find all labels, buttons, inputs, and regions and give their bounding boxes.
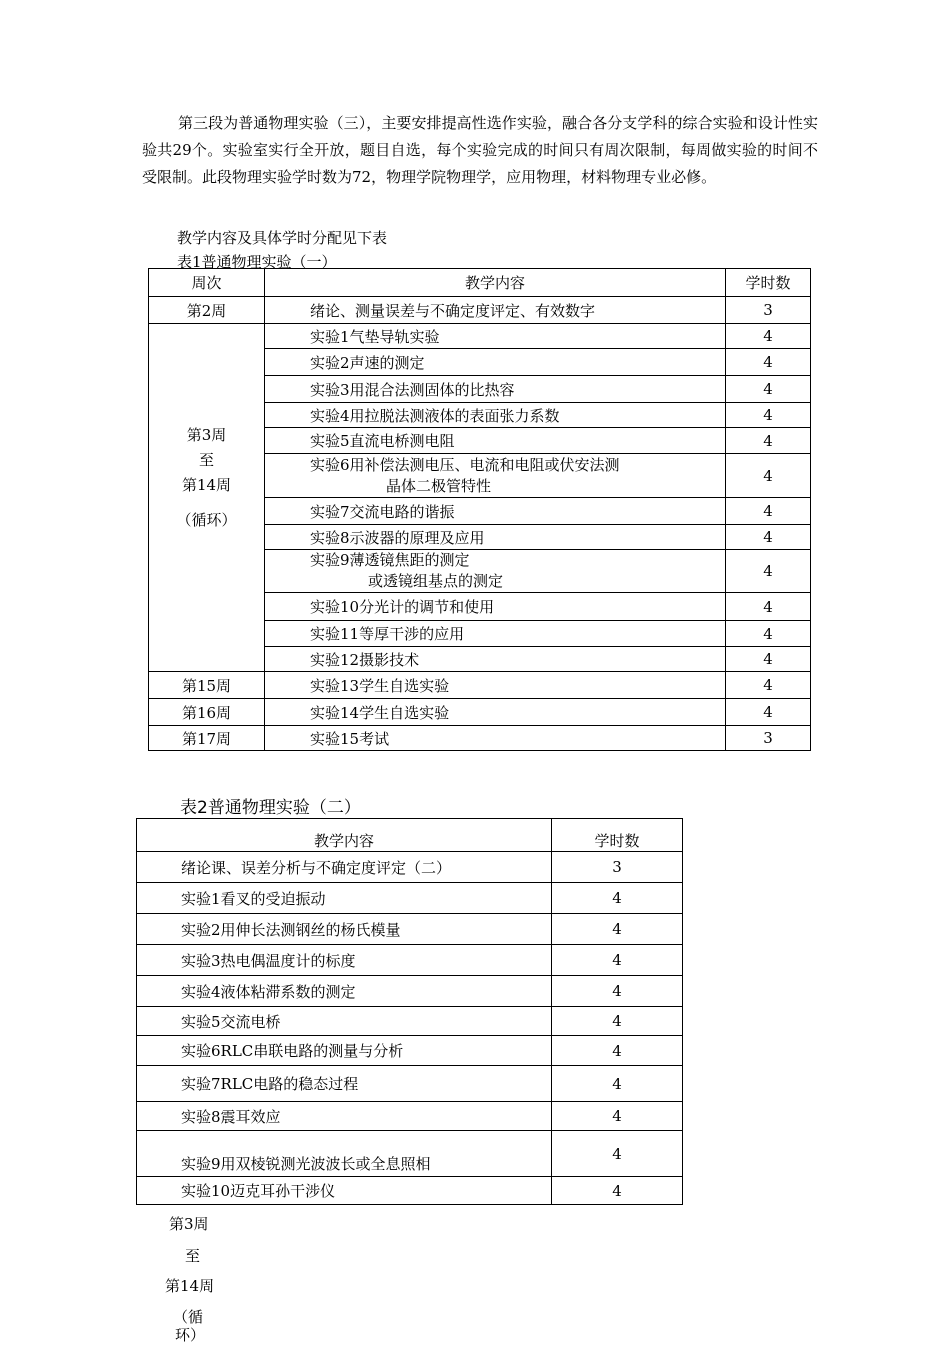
header-hours: 学时数 [552, 819, 683, 852]
hours-cell: 4 [552, 1036, 683, 1066]
header-hours: 学时数 [726, 269, 811, 297]
content-cell: 实验15考试 [265, 726, 726, 751]
hours-cell: 4 [726, 672, 811, 699]
merged-week-cell [149, 324, 265, 672]
hours-cell: 4 [552, 1102, 683, 1131]
hours-cell: 4 [726, 525, 811, 550]
table-row [137, 1066, 683, 1102]
week-cell: 第15周 [149, 672, 265, 699]
content-cell: 实验2用伸长法测钢丝的杨氏模量 [137, 914, 552, 945]
intro-paragraph: 第三段为普通物理实验（三），主要安排提高性选作实验，融合各分支学科的综合实验和设计性实验共29个。实验室实行全开放，题目自选，每个实验完成的时间只有周次限制，每周做实验的时间不受限制。此段物理实验学时数为72，物理学院物理学，应用物理，材料物理专业必修。 [142, 114, 818, 186]
footer-week-to: 至 [185, 1247, 201, 1265]
hours-cell: 4 [726, 647, 811, 672]
table1-header-row [149, 269, 811, 297]
content-cell: 实验5交流电桥 [137, 1007, 552, 1036]
content-cell: 实验4用拉脱法测液体的表面张力系数 [265, 403, 726, 428]
header-content: 教学内容 [137, 819, 552, 852]
hours-cell: 3 [726, 726, 811, 751]
hours-cell: 4 [726, 428, 811, 454]
content-cell [265, 550, 726, 593]
table-row [149, 672, 811, 699]
header-week: 周次 [149, 269, 265, 297]
content-cell: 实验7RLC电路的稳态过程 [137, 1066, 552, 1102]
hours-cell: 4 [726, 403, 811, 428]
content-cell: 绪论课、误差分析与不确定度评定（二） [137, 852, 552, 883]
table2-caption: 表2普通物理实验（二） [180, 798, 361, 818]
table-row [149, 297, 811, 324]
hours-cell: 4 [726, 550, 811, 593]
table1 [148, 268, 811, 751]
table-row [137, 945, 683, 976]
hours-cell: 4 [552, 914, 683, 945]
content-cell: 实验2声速的测定 [265, 349, 726, 376]
week-range-note: （循环） [176, 510, 237, 529]
table-row [149, 324, 811, 349]
content-cell: 实验1看叉的受迫振动 [137, 883, 552, 914]
hours-cell: 4 [726, 454, 811, 498]
content-cell: 实验3用混合法测固体的比热容 [265, 376, 726, 403]
hours-cell: 4 [726, 593, 811, 621]
footer-week-start: 第3周 [169, 1215, 209, 1233]
table-row [137, 914, 683, 945]
hours-cell: 4 [726, 349, 811, 376]
table2 [136, 818, 683, 1205]
footer-week-end: 第14周 [165, 1277, 215, 1295]
hours-cell: 4 [726, 699, 811, 726]
table-row [137, 883, 683, 914]
content-cell: 实验5直流电桥测电阻 [265, 428, 726, 454]
footer-week-note-2: 环） [175, 1326, 206, 1344]
content-cell: 实验11等厚干涉的应用 [265, 621, 726, 647]
content-cell [265, 454, 726, 498]
week-range-end: 第14周 [181, 475, 232, 494]
hours-cell: 4 [726, 621, 811, 647]
hours-cell: 3 [552, 852, 683, 883]
content-cell: 实验8震耳效应 [137, 1102, 552, 1131]
table1-caption: 表1普通物理实验（一） [177, 253, 337, 271]
hours-cell: 4 [552, 1007, 683, 1036]
table-row [137, 1036, 683, 1066]
content-cell: 实验10迈克耳孙干涉仪 [137, 1177, 552, 1205]
table-row [137, 976, 683, 1007]
table-row [137, 1007, 683, 1036]
content-line: 实验6用补偿法测电压、电流和电阻或伏安法测 [310, 455, 620, 474]
hours-cell: 4 [726, 324, 811, 349]
table-row [137, 1177, 683, 1205]
content-line: 实验9薄透镜焦距的测定 [310, 551, 470, 569]
footer-week-note-1: （循 [173, 1308, 204, 1326]
table-row [137, 1131, 683, 1177]
hours-cell: 4 [552, 883, 683, 914]
hours-cell: 4 [552, 976, 683, 1007]
week-cell: 第17周 [149, 726, 265, 751]
hours-cell: 4 [726, 498, 811, 525]
content-cell: 实验7交流电路的谐振 [265, 498, 726, 525]
content-line: 或透镜组基点的测定 [368, 572, 504, 590]
table-row [149, 699, 811, 726]
table2-header-row [137, 819, 683, 852]
content-cell: 实验3热电偶温度计的标度 [137, 945, 552, 976]
content-cell: 实验12摄影技术 [265, 647, 726, 672]
week-range-to: 至 [198, 450, 214, 469]
table-note: 教学内容及具体学时分配见下表 [177, 229, 388, 247]
hours-cell: 4 [552, 945, 683, 976]
content-cell: 实验1气垫导轨实验 [265, 324, 726, 349]
content-cell: 实验4液体粘滞系数的测定 [137, 976, 552, 1007]
content-cell: 实验13学生自选实验 [265, 672, 726, 699]
hours-cell: 4 [552, 1131, 683, 1177]
hours-cell: 3 [726, 297, 811, 324]
hours-cell: 4 [552, 1066, 683, 1102]
content-cell: 实验6RLC串联电路的测量与分析 [137, 1036, 552, 1066]
table-row [137, 1102, 683, 1131]
content-cell: 实验9用双棱锐测光波波长或全息照相 [137, 1131, 552, 1177]
week-range-start: 第3周 [186, 425, 227, 444]
week-cell: 第16周 [149, 699, 265, 726]
content-line: 晶体二极管特性 [386, 476, 492, 495]
header-content: 教学内容 [265, 269, 726, 297]
hours-cell: 4 [726, 376, 811, 403]
content-cell: 实验8示波器的原理及应用 [265, 525, 726, 550]
content-cell: 实验10分光计的调节和使用 [265, 593, 726, 621]
table-row [149, 726, 811, 751]
content-cell: 实验14学生自选实验 [265, 699, 726, 726]
table-row [137, 852, 683, 883]
week-cell: 第2周 [149, 297, 265, 324]
content-cell: 绪论、测量误差与不确定度评定、有效数字 [265, 297, 726, 324]
hours-cell: 4 [552, 1177, 683, 1205]
